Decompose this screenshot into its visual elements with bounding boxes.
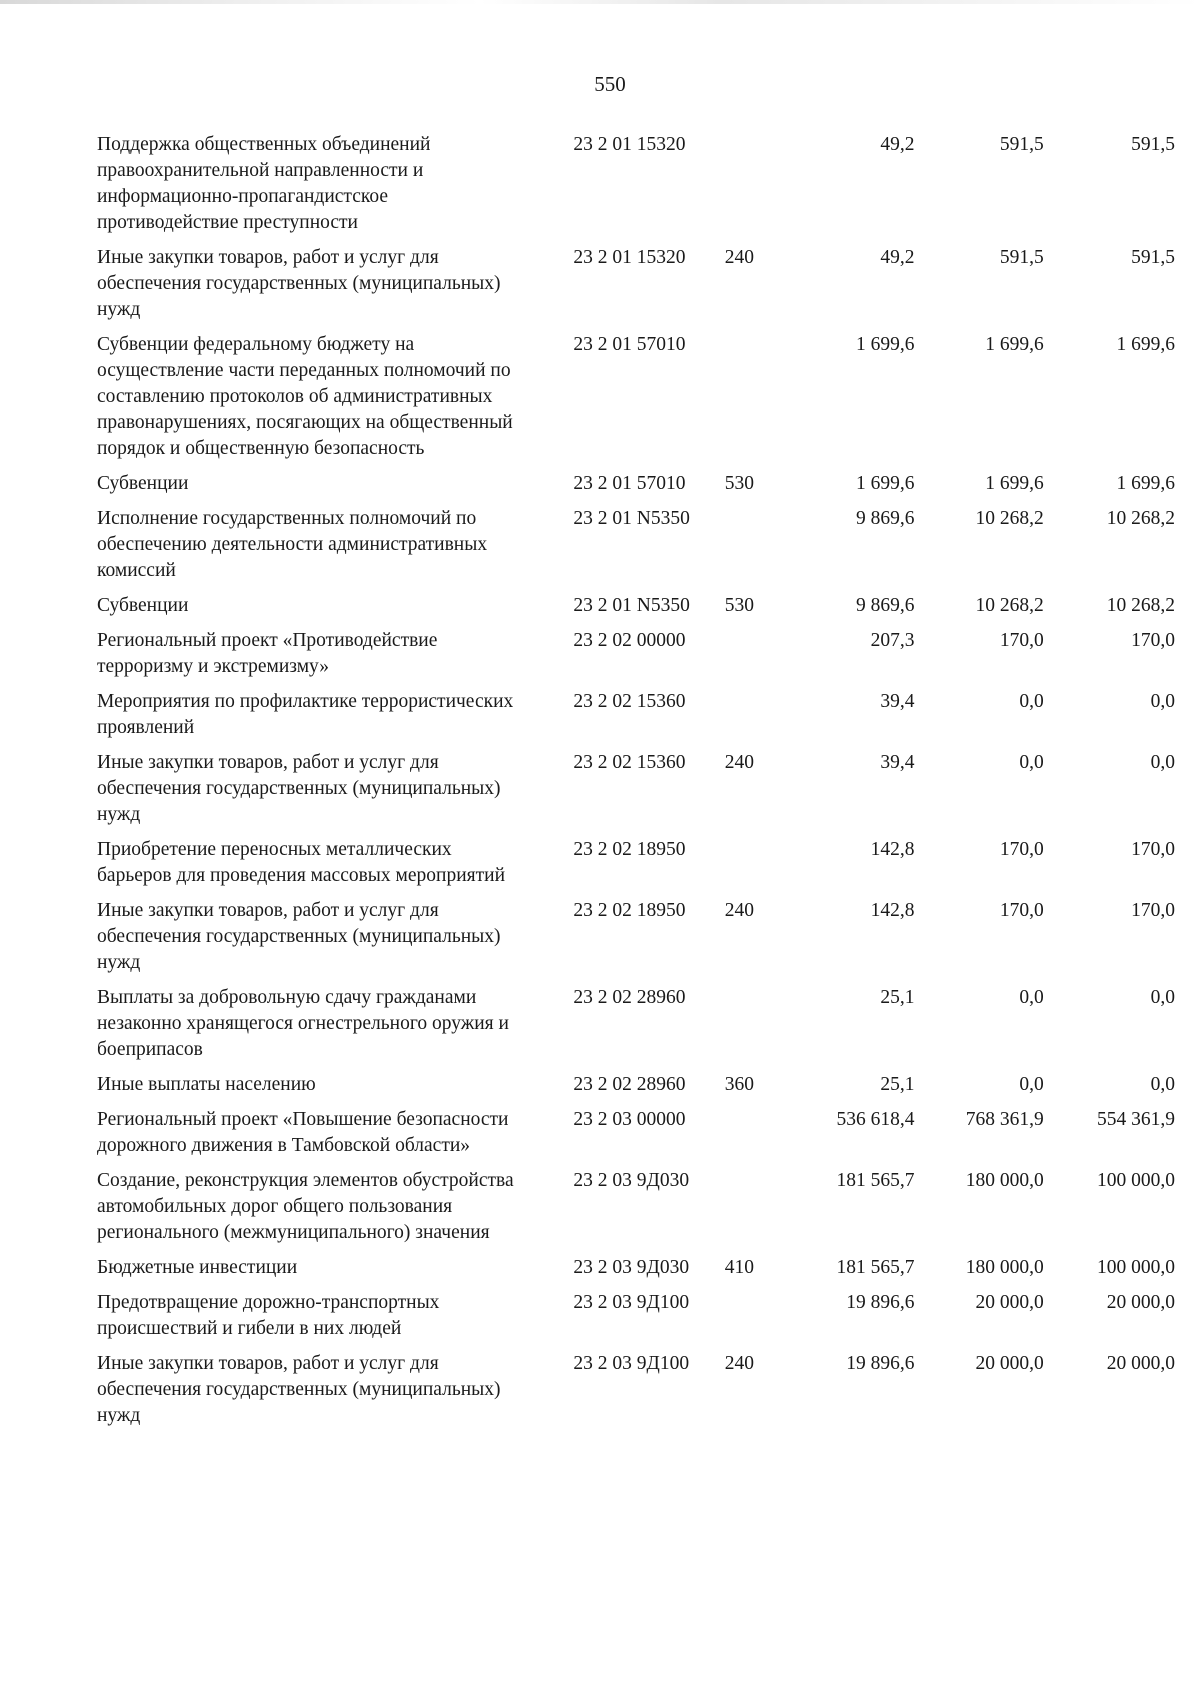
row-value-1: 39,4: [880, 691, 915, 712]
row-name-text: Создание, реконструкция элементов обустройства автомобильных дорог общего пользования регионального (межмуниципального) значения: [97, 1170, 514, 1243]
row-name: [97, 985, 573, 1072]
row-name: [97, 132, 573, 245]
row-name: [97, 898, 573, 985]
table-row: [97, 332, 1175, 471]
row-value-3: 0,0: [1150, 752, 1175, 773]
row-name-text: Иные закупки товаров, работ и услуг для обеспечения государственных (муниципальных) нужд: [97, 247, 501, 320]
row-name: [97, 689, 573, 750]
row-value-1: 181 565,7: [836, 1170, 915, 1191]
row-value-2: 1 699,6: [985, 473, 1044, 494]
row-code: 23 2 03 9Д030: [573, 1257, 690, 1278]
table-row: [97, 1351, 1175, 1438]
row-code: 23 2 01 N5350: [573, 508, 690, 529]
row-name: [97, 1168, 573, 1255]
row-expense-type: 240: [724, 752, 755, 773]
row-code: 23 2 02 15360: [573, 691, 686, 712]
row-value-1: 9 869,6: [856, 508, 915, 529]
row-expense-type: [725, 689, 786, 750]
row-value-1: 1 699,6: [856, 334, 915, 355]
row-expense-type: [725, 837, 786, 898]
row-value-3: 10 268,2: [1106, 595, 1175, 616]
row-name: [97, 245, 573, 332]
row-value-2: 170,0: [999, 900, 1044, 921]
row-code: 23 2 03 00000: [573, 1109, 686, 1130]
row-expense-type: [725, 985, 786, 1072]
row-value-3: 100 000,0: [1097, 1257, 1175, 1278]
page-number: 550: [594, 72, 626, 96]
table-row: [97, 837, 1175, 898]
row-name: [97, 332, 573, 471]
row-expense-type: 410: [724, 1257, 755, 1278]
row-value-2: 591,5: [999, 247, 1044, 268]
row-expense-type: [725, 1290, 786, 1351]
row-expense-type: 240: [724, 1353, 755, 1374]
row-name-text: Иные закупки товаров, работ и услуг для обеспечения государственных (муниципальных) нужд: [97, 1353, 501, 1426]
table-row: [97, 628, 1175, 689]
table-row: [97, 689, 1175, 750]
row-expense-type: [725, 1107, 786, 1168]
row-name-text: Субвенции: [97, 595, 189, 616]
row-value-2: 170,0: [999, 630, 1044, 651]
scan-edge: [0, 0, 1200, 4]
row-value-2: 1 699,6: [985, 334, 1044, 355]
row-value-3: 1 699,6: [1116, 334, 1175, 355]
row-value-1: 49,2: [880, 134, 915, 155]
row-expense-type: [725, 506, 786, 593]
row-code: 23 2 03 9Д030: [573, 1170, 690, 1191]
row-code: 23 2 02 15360: [573, 752, 686, 773]
row-value-3: 100 000,0: [1097, 1170, 1175, 1191]
row-value-3: 591,5: [1131, 247, 1175, 268]
table-row: [97, 132, 1175, 245]
row-code: 23 2 02 00000: [573, 630, 686, 651]
row-name: [97, 1255, 573, 1290]
row-name-text: Предотвращение дорожно-транспортных происшествий и гибели в них людей: [97, 1292, 440, 1339]
row-value-2: 0,0: [1019, 1074, 1044, 1095]
row-value-1: 1 699,6: [856, 473, 915, 494]
row-name-text: Региональный проект «Противодействие терроризму и экстремизму»: [97, 630, 438, 677]
row-name: [97, 837, 573, 898]
row-expense-type: [725, 628, 786, 689]
row-value-1: 9 869,6: [856, 595, 915, 616]
row-name-text: Исполнение государственных полномочий по обеспечению деятельности административных комиссий: [97, 508, 488, 581]
row-value-1: 25,1: [880, 1074, 915, 1095]
row-value-3: 0,0: [1150, 987, 1175, 1008]
row-code: 23 2 01 N5350: [573, 595, 690, 616]
row-name: [97, 471, 573, 506]
row-value-1: 142,8: [870, 900, 915, 921]
row-code: 23 2 02 28960: [573, 1074, 686, 1095]
row-value-1: 181 565,7: [836, 1257, 915, 1278]
row-value-3: 554 361,9: [1097, 1109, 1175, 1130]
row-name-text: Иные закупки товаров, работ и услуг для обеспечения государственных (муниципальных) нужд: [97, 752, 501, 825]
row-code: 23 2 01 15320: [573, 134, 686, 155]
row-value-2: 0,0: [1019, 987, 1044, 1008]
table-row: [97, 750, 1175, 837]
row-value-2: 0,0: [1019, 691, 1044, 712]
row-value-2: 10 268,2: [975, 595, 1044, 616]
row-code: 23 2 01 57010: [573, 473, 686, 494]
row-value-2: 20 000,0: [975, 1292, 1044, 1313]
row-expense-type: 240: [724, 900, 755, 921]
row-value-2: 180 000,0: [965, 1170, 1044, 1191]
row-name-text: Субвенции федеральному бюджету на осуществление части переданных полномочий по составлению протоколов об административных правонарушениях, посягающих на общественный порядок и общественную безопасность: [97, 334, 513, 459]
row-code: 23 2 01 15320: [573, 247, 686, 268]
table-row: [97, 985, 1175, 1072]
row-value-1: 49,2: [880, 247, 915, 268]
row-value-3: 20 000,0: [1106, 1353, 1175, 1374]
row-value-3: 170,0: [1131, 630, 1175, 651]
row-name-text: Приобретение переносных металлических барьеров для проведения массовых мероприятий: [97, 839, 506, 886]
table-row: [97, 1290, 1175, 1351]
row-value-3: 0,0: [1150, 691, 1175, 712]
row-code: 23 2 02 18950: [573, 839, 686, 860]
row-name: [97, 1351, 573, 1438]
row-expense-type: [725, 332, 786, 471]
row-value-1: 39,4: [880, 752, 915, 773]
row-value-3: 170,0: [1131, 900, 1175, 921]
row-name-text: Иные закупки товаров, работ и услуг для обеспечения государственных (муниципальных) нужд: [97, 900, 501, 973]
budget-table-body: [97, 132, 1175, 1438]
table-row: [97, 506, 1175, 593]
budget-table: [97, 132, 1175, 1438]
row-value-3: 10 268,2: [1106, 508, 1175, 529]
row-name-text: Субвенции: [97, 473, 189, 494]
row-name: [97, 1107, 573, 1168]
row-name: [97, 1072, 573, 1107]
row-name: [97, 1290, 573, 1351]
row-name-text: Мероприятия по профилактике террористических проявлений: [97, 691, 514, 738]
row-value-1: 536 618,4: [836, 1109, 915, 1130]
table-row: [97, 1072, 1175, 1107]
row-code: 23 2 03 9Д100: [573, 1353, 690, 1374]
row-expense-type: 530: [724, 595, 755, 616]
table-row: [97, 1107, 1175, 1168]
row-code: 23 2 01 57010: [573, 334, 686, 355]
row-expense-type: 240: [724, 247, 755, 268]
row-name: [97, 750, 573, 837]
row-value-2: 180 000,0: [965, 1257, 1044, 1278]
row-name-text: Поддержка общественных объединений правоохранительной направленности и информационно-пропагандистское противодействие преступности: [97, 134, 431, 233]
table-row: [97, 898, 1175, 985]
row-value-2: 768 361,9: [965, 1109, 1044, 1130]
row-value-3: 0,0: [1150, 1074, 1175, 1095]
row-expense-type: [725, 132, 786, 245]
row-value-2: 10 268,2: [975, 508, 1044, 529]
row-value-1: 142,8: [870, 839, 915, 860]
row-code: 23 2 02 18950: [573, 900, 686, 921]
row-name-text: Иные выплаты населению: [97, 1074, 316, 1095]
row-value-3: 1 699,6: [1116, 473, 1175, 494]
row-value-1: 207,3: [870, 630, 915, 651]
row-name: [97, 506, 573, 593]
row-value-3: 170,0: [1131, 839, 1175, 860]
row-expense-type: [725, 1168, 786, 1255]
row-value-2: 170,0: [999, 839, 1044, 860]
row-value-2: 20 000,0: [975, 1353, 1044, 1374]
row-code: 23 2 03 9Д100: [573, 1292, 690, 1313]
table-row: [97, 1255, 1175, 1290]
row-name: [97, 593, 573, 628]
row-expense-type: 530: [724, 473, 755, 494]
row-name-text: Бюджетные инвестиции: [97, 1257, 298, 1278]
row-value-2: 591,5: [999, 134, 1044, 155]
table-row: [97, 471, 1175, 506]
row-value-2: 0,0: [1019, 752, 1044, 773]
row-name: [97, 628, 573, 689]
row-value-1: 19 896,6: [846, 1292, 915, 1313]
row-value-3: 591,5: [1131, 134, 1175, 155]
row-value-1: 25,1: [880, 987, 915, 1008]
row-name-text: Региональный проект «Повышение безопасности дорожного движения в Тамбовской области»: [97, 1109, 509, 1156]
row-code: 23 2 02 28960: [573, 987, 686, 1008]
table-row: [97, 1168, 1175, 1255]
table-row: [97, 593, 1175, 628]
row-value-1: 19 896,6: [846, 1353, 915, 1374]
row-value-3: 20 000,0: [1106, 1292, 1175, 1313]
row-expense-type: 360: [724, 1074, 755, 1095]
row-name-text: Выплаты за добровольную сдачу гражданами незаконно хранящегося огнестрельного оружия и боеприпасов: [97, 987, 509, 1060]
table-row: [97, 245, 1175, 332]
